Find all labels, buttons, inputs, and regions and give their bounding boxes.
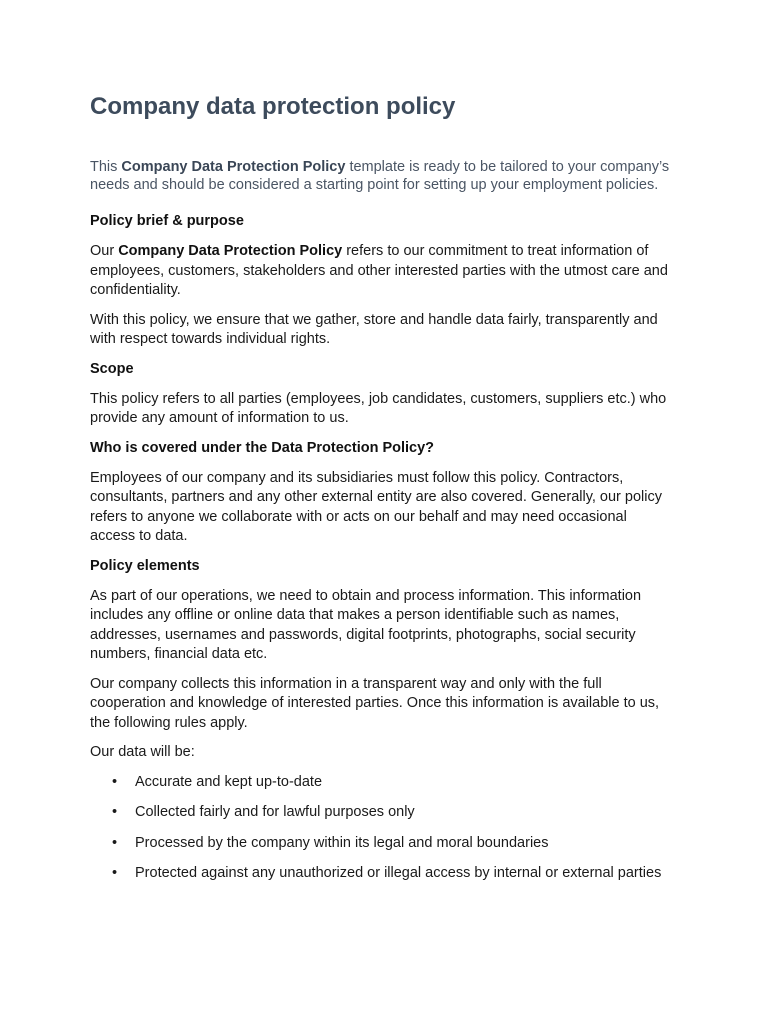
brief-paragraph-1: [90, 242, 672, 301]
list-item: [110, 834, 672, 854]
brief-p1-prefix: Our: [90, 243, 119, 259]
bullet-icon: •: [112, 834, 118, 851]
list-item: [110, 803, 672, 823]
covered-paragraph-1: Employees of our company and its subsidiaries must follow this policy. Contractors, consultants, partners and any other external entity are also covered. Generally, our policy refers to anyone we collaborate with or acts on our behalf and may need occasional access to data.: [90, 469, 662, 544]
elements-paragraph-1: As part of our operations, we need to obtain and process information. This information includes any offline or online data that makes a person identifiable such as names, addresses, usernames and passwords, digital footprints, photographs, social security numbers, financial data etc.: [90, 587, 642, 662]
intro-prefix: This: [90, 159, 122, 175]
list-item-text: Accurate and kept up-to-date: [135, 773, 323, 790]
data-rules-list: [90, 773, 672, 884]
list-item: [110, 773, 672, 793]
intro-paragraph: [90, 158, 672, 194]
bullet-icon: •: [112, 773, 118, 790]
intro-bold: Company Data Protection Policy: [121, 159, 346, 175]
bullet-icon: •: [112, 804, 118, 820]
section-heading-brief: Policy brief & purpose: [90, 213, 244, 229]
section-heading-covered: Who is covered under the Data Protection Policy?: [90, 439, 435, 456]
brief-p1-bold: Company Data Protection Policy: [118, 243, 343, 259]
list-item-text: Protected against any unauthorized or illegal access by internal or external parties: [135, 865, 662, 881]
list-item: [110, 864, 672, 884]
elements-paragraph-2: Our company collects this information in a transparent way and only with the full cooperation and knowledge of interested parties. Once this information is available to us, the following rules apply.: [90, 675, 660, 731]
scope-paragraph-1: This policy refers to all parties (employees, job candidates, customers, suppliers etc.) who provide any amount of information to us.: [90, 390, 667, 426]
intro-suffix: template is ready to be tailored to your company’s needs and should be considered a starting point for setting up your employment policies.: [90, 159, 670, 193]
list-item-text: Collected fairly and for lawful purposes only: [135, 804, 415, 820]
page-title: Company data protection policy: [90, 93, 456, 120]
bullet-icon: •: [112, 865, 118, 881]
brief-paragraph-2: With this policy, we ensure that we gather, store and handle data fairly, transparently and with respect towards individual rights.: [90, 311, 658, 347]
elements-paragraph-3: Our data will be:: [90, 744, 195, 760]
list-item-text: Processed by the company within its legal and moral boundaries: [135, 834, 549, 851]
brief-p1-suffix: refers to our commitment to treat information of employees, customers, stakeholders and other interested parties with the utmost care and confidentiality.: [90, 243, 668, 298]
section-heading-scope: Scope: [90, 360, 134, 377]
section-heading-elements: Policy elements: [90, 557, 200, 574]
